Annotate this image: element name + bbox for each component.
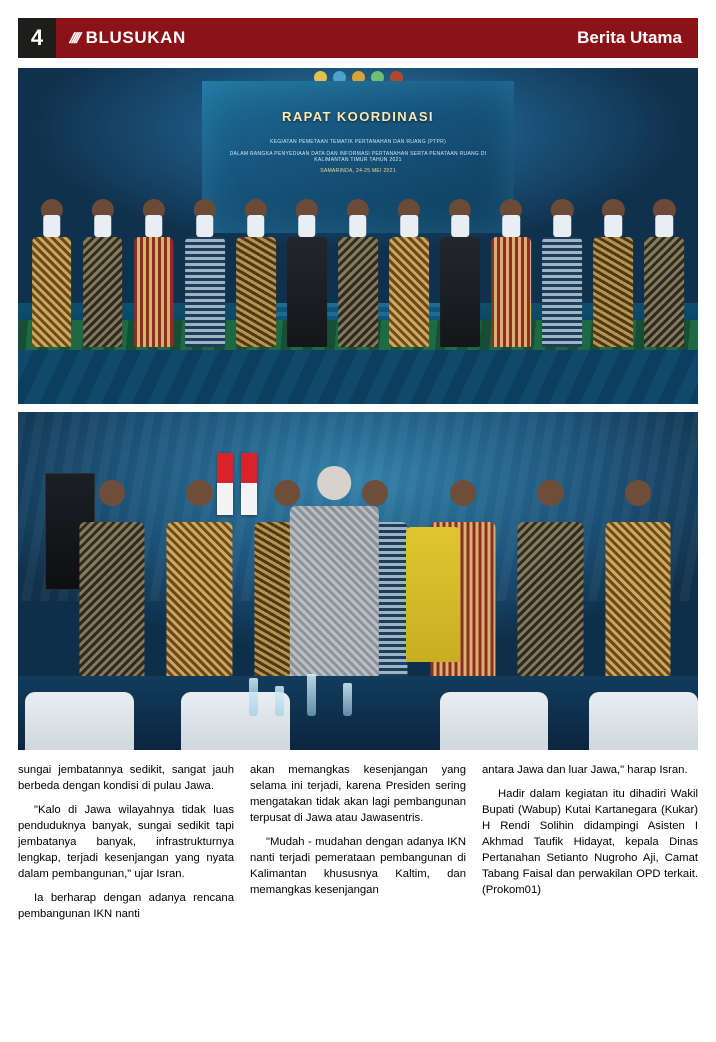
chair bbox=[440, 692, 549, 750]
paragraph: antara Jawa dan luar Jawa," harap Isran. bbox=[482, 764, 688, 776]
screen-subtitle-2: DALAM RANGKA PENYEDIAAN DATA DAN INFORMASI PERTANAHAN SERTA PENATAAN RUANG DI KALIMANTAN TIMUR TAHUN 2021 bbox=[229, 150, 487, 163]
bottle bbox=[343, 683, 352, 716]
person bbox=[593, 199, 633, 347]
paragraph: "Kalo di Jawa wilayahnya tidak luas penduduknya banyak, sungai sedikit tapi jembatanya banyak, infrastrukturnya lengkap, terjadi kesenjangan yang nyata dalam pembangunan," ujar Isran. bbox=[18, 804, 234, 881]
paragraph: Ia berharap dengan adanya rencana pembangunan IKN nanti bbox=[18, 892, 234, 921]
paragraph: "Mudah - mudahan dengan adanya IKN nanti terjadi pemerataan pembangunan di Kalimantan khususnya Kaltim, dan memangkas kesenjangan bbox=[250, 836, 466, 897]
person bbox=[606, 480, 671, 690]
person bbox=[491, 199, 531, 347]
person bbox=[440, 199, 480, 347]
photo1-people-row bbox=[32, 199, 685, 347]
person bbox=[287, 199, 327, 347]
screen-title: RAPAT KOORDINASI bbox=[282, 108, 434, 124]
newspaper-page bbox=[0, 18, 716, 1042]
bottle bbox=[275, 686, 284, 716]
brand-label: BLUSUKAN bbox=[85, 28, 186, 47]
person bbox=[645, 199, 685, 347]
bottle bbox=[307, 674, 316, 716]
person bbox=[167, 480, 232, 690]
photo1-floor bbox=[18, 350, 698, 404]
chair bbox=[25, 692, 134, 750]
photo-diskusi-peserta bbox=[18, 412, 698, 750]
person-center-back bbox=[290, 466, 378, 689]
paragraph: Hadir dalam kegiatan itu dihadiri Wakil Bupati (Wabup) Kutai Kartanegara (Kukar) H Rendi Solihin didampingi Asisten I Akhmad Taufik Hidayat, kepala Dinas Pertanahan Setianto Nugroho Aji, Camat Tabang Faisal dan perwakilan OPD terkait. (Prokom01) bbox=[482, 788, 698, 897]
person bbox=[32, 199, 72, 347]
person bbox=[542, 199, 582, 347]
person bbox=[518, 480, 583, 690]
person bbox=[79, 480, 144, 690]
photo2-water-bottles bbox=[236, 666, 399, 717]
paragraph: sungai jembatannya sedikit, sangat jauh berbeda dengan kondisi di pulau Jawa. bbox=[18, 764, 234, 793]
person bbox=[236, 199, 276, 347]
section-label-group bbox=[577, 18, 698, 58]
person-yellow-shirt bbox=[406, 527, 460, 662]
article-column-3 bbox=[482, 762, 698, 930]
page-header bbox=[18, 18, 698, 58]
person bbox=[83, 199, 123, 347]
article-column-1 bbox=[18, 762, 234, 930]
person bbox=[389, 199, 429, 347]
paragraph: akan memangkas kesenjangan yang selama ini terjadi, karena Presiden sering mengatakan tidak akan lagi pembangunan terpusat di Jawa atau Jawasentris. bbox=[250, 764, 466, 825]
person bbox=[134, 199, 174, 347]
article-column-2 bbox=[250, 762, 466, 930]
section-label: Berita Utama bbox=[577, 28, 682, 47]
bottle bbox=[249, 678, 258, 716]
article-body bbox=[18, 762, 698, 930]
person bbox=[185, 199, 225, 347]
page-number-box bbox=[18, 18, 56, 58]
slash-decoration-icon: //// bbox=[67, 29, 82, 47]
header-brand-group bbox=[56, 18, 186, 58]
chair bbox=[589, 692, 698, 750]
person bbox=[338, 199, 378, 347]
page-number: 4 bbox=[30, 25, 44, 50]
photo-rapat-koordinasi bbox=[18, 68, 698, 404]
screen-subtitle-3: SAMARINDA, 24-25 MEI 2021 bbox=[320, 167, 396, 174]
screen-subtitle-1: KEGIATAN PEMETAAN TEMATIK PERTANAHAN DAN RUANG (PTPR) bbox=[269, 138, 447, 145]
